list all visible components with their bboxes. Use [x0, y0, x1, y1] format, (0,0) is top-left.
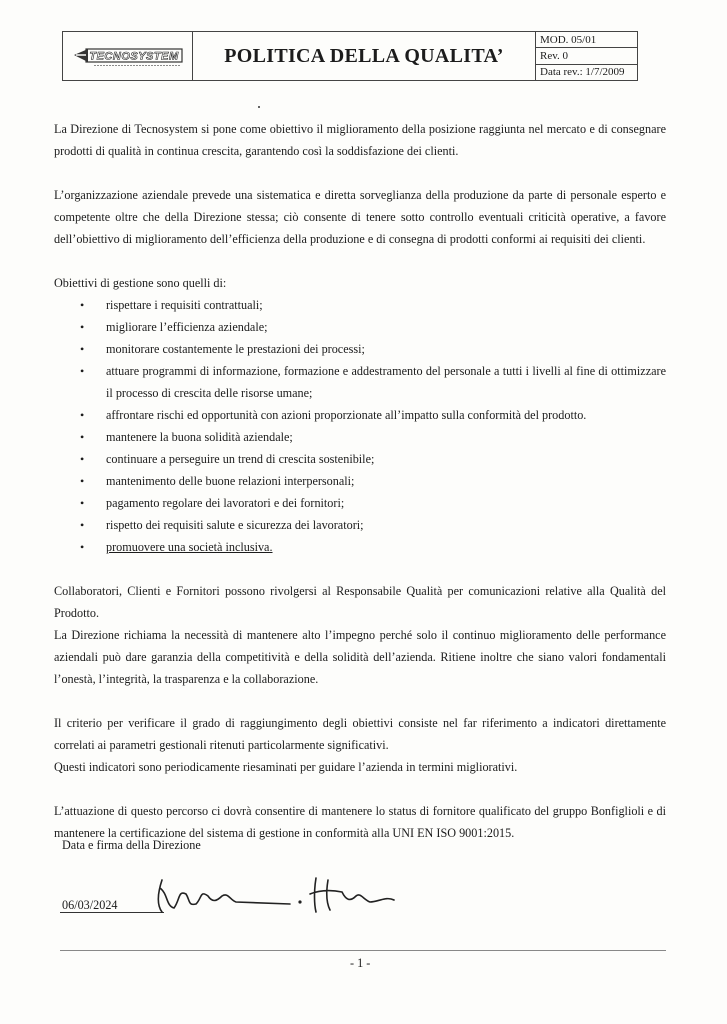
bullet-icon: •: [80, 298, 85, 312]
bullet-icon: •: [80, 496, 85, 510]
list-item: • mantenimento delle buone relazioni interpersonali;: [54, 470, 666, 492]
signature-label: Data e firma della Direzione: [62, 838, 201, 852]
bullet-icon: •: [80, 364, 85, 378]
module-code: MOD. 05/01: [536, 32, 637, 48]
paragraph-intro: La Direzione di Tecnosystem si pone come obiettivo il miglioramento della posizione raggiunta nel mercato e di consegnare prodotti di qualità in continua crescita, garantendo così la soddisfazione dei clienti.: [54, 122, 666, 158]
svg-text:TECNOSYSTEM: TECNOSYSTEM: [88, 50, 179, 63]
company-logo: [63, 32, 193, 80]
document-body: [54, 118, 666, 844]
document-meta: [536, 32, 637, 80]
paragraph-criteria: Il criterio per verificare il grado di raggiungimento degli obiettivi consiste nel far riferimento a indicatori direttamente correlati ai parametri gestionali ritenuti particolarmente significativi.: [54, 716, 666, 752]
list-item: • pagamento regolare dei lavoratori e dei fornitori;: [54, 492, 666, 514]
bullet-icon: •: [80, 540, 85, 554]
tecnosystem-logo-icon: [72, 43, 184, 69]
list-item: • promuovere una società inclusiva.: [54, 536, 666, 558]
signature-line: [60, 912, 164, 913]
paragraph-indicators: Questi indicatori sono periodicamente riesaminati per guidare l’azienda in termini migliorativi.: [54, 760, 518, 774]
bullet-icon: •: [80, 342, 85, 356]
bullet-icon: •: [80, 474, 85, 488]
scan-speck: [258, 106, 260, 108]
signature-date: 06/03/2024: [62, 898, 118, 912]
list-item: • continuare a perseguire un trend di crescita sostenibile;: [54, 448, 666, 470]
list-item: • affrontare rischi ed opportunità con azioni proporzionate all’impatto sulla conformità del prodotto.: [54, 404, 666, 426]
document-title: POLITICA DELLA QUALITA’: [193, 32, 536, 80]
list-item: • attuare programmi di informazione, formazione e addestramento del personale a tutti i livelli al fine di ottimizzare il processo di crescita delle risorse umane;: [54, 360, 666, 404]
objectives-intro: Obiettivi di gestione sono quelli di:: [54, 276, 227, 290]
bullet-icon: •: [80, 430, 85, 444]
objectives-list: [54, 294, 666, 558]
list-item: • monitorare costantemente le prestazioni dei processi;: [54, 338, 666, 360]
bullet-icon: •: [80, 408, 85, 422]
footer-divider: [60, 950, 666, 951]
paragraph-contacts: Collaboratori, Clienti e Fornitori possono rivolgersi al Responsabile Qualità per comunicazioni relative alla Qualità del Prodotto.: [54, 584, 666, 620]
paragraph-commitment: La Direzione richiama la necessità di mantenere alto l’impegno perché solo il continuo miglioramento delle performance aziendali può dare garanzia della competitività e della solidità dell’azienda. Ritiene inoltre che siano valori fondamentali l’onestà, l’integrità, la trasparenza e la collaborazione.: [54, 628, 666, 686]
page-number: - 1 -: [350, 956, 371, 970]
list-item: • mantenere la buona solidità aziendale;: [54, 426, 666, 448]
list-item: • migliorare l’efficienza aziendale;: [54, 316, 666, 338]
paragraph-organization: L’organizzazione aziendale prevede una sistematica e diretta sorveglianza della produzione da parte di personale esperto e competente oltre che della Direzione stessa; ciò consente di tenere sotto controllo eventuali criticità operative, a favore dell’obiettivo di miglioramento dell’efficienza della produzione e di consegna di prodotti conformi ai requisiti dei clienti.: [54, 188, 666, 246]
revision: Rev. 0: [536, 48, 637, 64]
list-item: • rispetto dei requisiti salute e sicurezza dei lavoratori;: [54, 514, 666, 536]
bullet-icon: •: [80, 320, 85, 334]
handwritten-signature: [150, 860, 400, 925]
document-header: [62, 31, 638, 81]
list-item: • rispettare i requisiti contrattuali;: [54, 294, 666, 316]
revision-date: Data rev.: 1/7/2009: [540, 66, 625, 79]
bullet-icon: •: [80, 518, 85, 532]
bullet-icon: •: [80, 452, 85, 466]
paragraph-certification: L’attuazione di questo percorso ci dovrà consentire di mantenere lo status di fornitore qualificato del gruppo Bonfiglioli e di mantenere la certificazione del sistema di gestione in conformità alla UNI EN ISO 9001:2015.: [54, 804, 666, 840]
